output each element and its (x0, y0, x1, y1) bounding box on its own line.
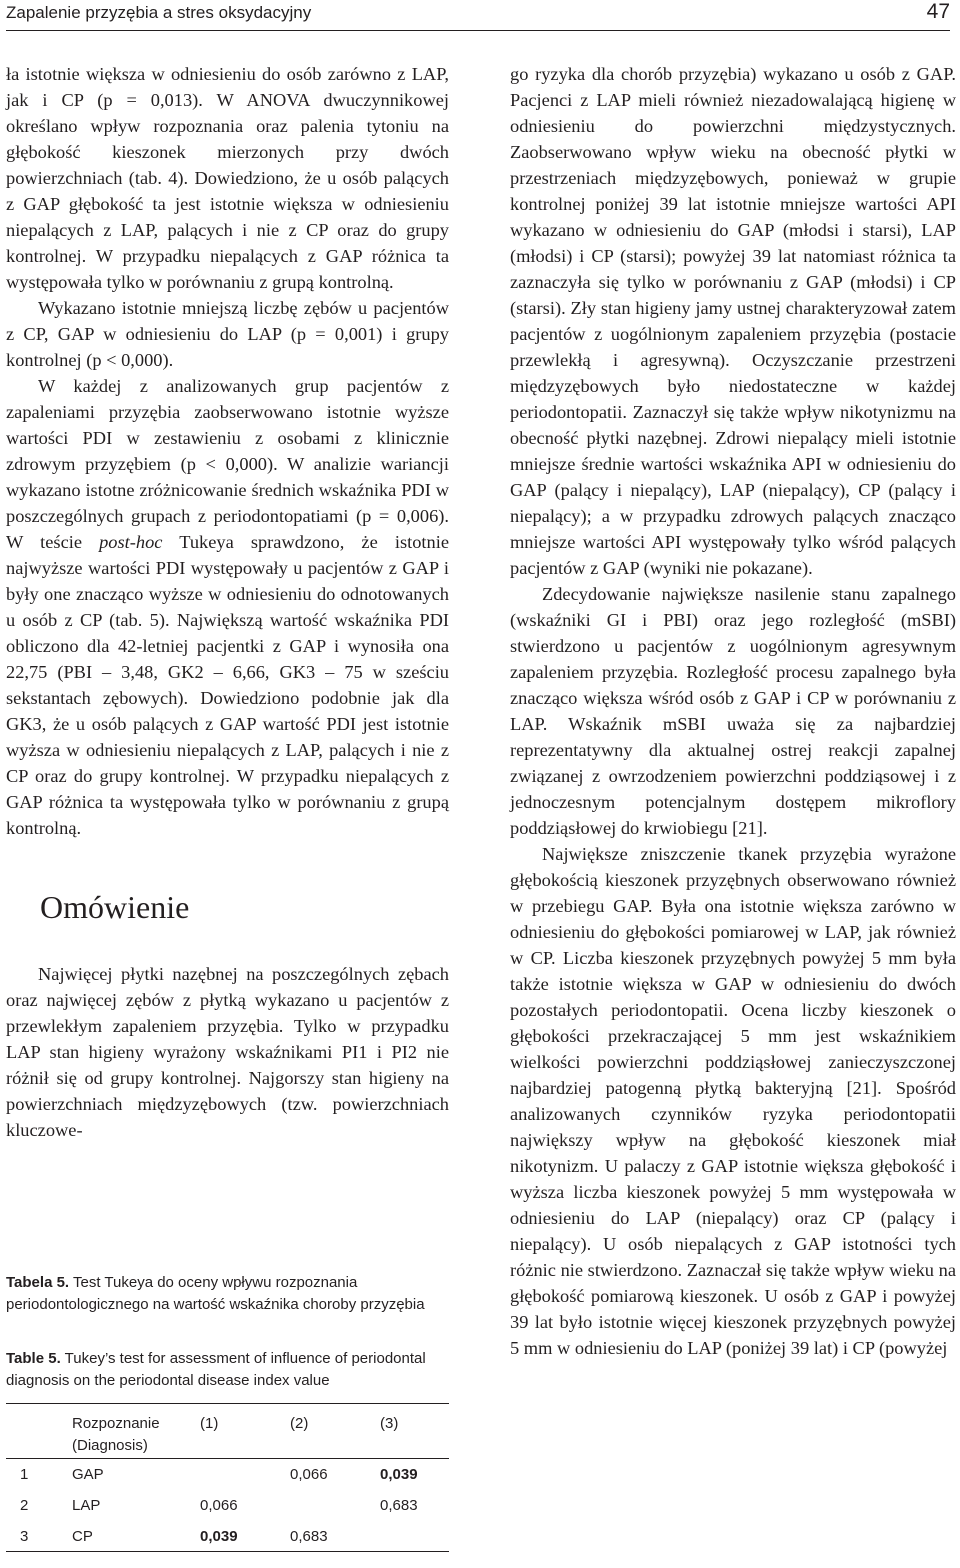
table-row (6, 1521, 449, 1552)
caption-label: Table 5. (6, 1350, 61, 1367)
body-paragraph: Wykazano istotnie mniejszą liczbę zębów u pacjentów z CP, GAP w odniesieniu do LAP (p = 0,001) i grupy kontrolnej (p < 0,000). (6, 298, 449, 370)
cell-value: 0,683 (290, 1527, 328, 1545)
cell-value: 0,066 (290, 1466, 328, 1483)
header-diagnosis-en: (Diagnosis) (72, 1437, 148, 1454)
table-header-row (6, 1404, 449, 1459)
body-paragraph: ła istotnie większa w odniesieniu do osób zarówno z LAP, jak i CP (p = 0,013). W ANOVA dwuczynnikowej określano wpływ rozpoznania oraz palenia tytoniu na głębokość kieszonek mierzonych przy dwóch powierzchniach (tab. 4). Dowiedziono, że u osób palących z GAP głębokość ta jest istotnie większa w odniesieniu niepalących z LAP, palących i nie z CP oraz do grupy kontrolnej. W przypadku niepalących z GAP różnica ta występowała tylko w porównaniu z grupą kontrolną. (6, 64, 449, 292)
row-diagnosis: LAP (72, 1496, 101, 1514)
running-title: Zapalenie przyzębia a stres oksydacyjny (6, 3, 312, 22)
body-paragraph: Największe zniszczenie tkanek przyzębia wyrażone głębokością kieszonek przyzębnych obserwowano również w przebiegu GAP. Była ona istotnie większa zarówno w odniesieniu do głębokości pomiarowej w LAP, jak również w CP. Liczba kieszonek przyzębnych powyżej 5 mm była także istotnie większa w GAP w odniesieniu do dwóch pozostałych periodontopatii. Ocena liczby kieszonek o głębokości przekraczającej 5 mm jest wskaźnikiem wielkości powierzchni poddziąsłowej zanieczyszczonej najbardziej patogenną płytką bakteryjną [21]. Spośród analizowanych czynników ryzyka periodontopatii największy wpływ na głębokość kieszonek miał nikotynizm. U palaczy z GAP istotnie większa głębokość i wyższa liczba kieszonek powyżej 5 mm występowała w odniesieniu do LAP (niepalący) oraz CP (palący i niepalący). U osób niepalących z GAP istotności tych różnic nie stwierdzono. Zaznaczał się także wpływ wieku na głębokość pomiarową kieszonek. U osób z GAP i powyżej 39 lat było istotnie więcej kieszonek przyzębnych powyżej 5 mm w odniesieniu do LAP (poniżej 39 lat) i CP (powyżej (510, 844, 956, 1358)
header-diagnosis-pl: Rozpoznanie (72, 1415, 160, 1432)
row-index: 1 (20, 1466, 29, 1483)
running-header (6, 0, 950, 31)
table-caption-pl (6, 1272, 449, 1316)
cell-value (380, 1521, 449, 1552)
cell-value (290, 1490, 380, 1521)
header-diagnosis (72, 1404, 200, 1459)
header-col2: (2) (290, 1404, 380, 1459)
caption-text: Test Tukeya do oceny wpływu rozpoznania periodontologicznego na wartość wskaźnika choroby przyzębia (6, 1274, 425, 1313)
caption-label: Tabela 5. (6, 1274, 70, 1291)
row-index: 2 (20, 1496, 29, 1514)
cell-value: 0,066 (200, 1496, 238, 1514)
cell-value: 0,683 (380, 1496, 418, 1514)
body-paragraph: Zdecydowanie największe nasilenie stanu zapalnego (wskaźniki GI i PBI) oraz jego rozległość (mSBI) stwierdzono u pacjentów z uogólnionym agresywnym zapaleniem przyzębia. Rozległość procesu zapalnego była znacząco większa wśród osób z GAP i CP w porównaniu z LAP. Wskaźnik mSBI uważa się za najbardziej reprezentatywny dla aktualnej ostrej reakcji zapalnej związanej z owrzodzeniem powierzchni poddziąsowej i z jednoczesnym potencjalnym dostępem mikroflory poddziąsłowej do krwiobiegu [21]. (510, 584, 956, 838)
header-col1: (1) (200, 1404, 290, 1459)
row-index: 3 (20, 1527, 29, 1545)
section-heading: Omówienie (40, 889, 190, 925)
body-paragraph: go ryzyka dla chorób przyzębia) wykazano u osób z GAP. Pacjenci z LAP mieli również niezadowalającą higienę w odniesieniu do powierzchni międzystycznych. Zaobserwowano wpływ wieku na obecność płytki w przestrzeniach międzyzębowych, ponieważ w grupie kontrolnej poniżej 39 lat istotnie mniejsze wartości API wykazano w odniesieniu do GAP (młodsi i starsi), LAP (młodsi) i CP (starsi); powyżej 39 lat natomiast różnica ta zaznaczyła się tylko w porównaniu z GAP (młodsi) i CP (starsi). Zły stan higieny jamy ustnej charakteryzował zatem pacjentów z uogólnionym zapaleniem przyzębia (postacie przewlekłą i agresywną). Oczyszczanie przestrzeni międzyzębowych było niedostateczne w każdej periodontopatii. Zaznaczył się także wpływ nikotynizmu na obecność płytki nazębnej. Zdrowi niepalący mieli istotnie mniejsze średnie wartości wskaźnika API w odniesieniu do GAP (palący i niepalący), LAP (niepalący), CP (palący i niepalący); a w przypadku zdrowych palących znacząco mniejsze wartości API występowały tylko wśród palących pacjentów z GAP (wyniki nie pokazane). (510, 64, 956, 578)
right-column (510, 61, 956, 1361)
cell-value-significant: 0,039 (380, 1466, 418, 1483)
cell-value-significant: 0,039 (200, 1527, 238, 1545)
table-row (6, 1490, 449, 1521)
table-caption-en (6, 1348, 449, 1392)
row-diagnosis: CP (72, 1527, 93, 1545)
page-number: 47 (926, 0, 950, 23)
paragraph-text: Tukeya sprawdzono, że istotnie najwyższe wartości PDI występowały u pacjentów z GAP i były one znacząco wyższe w odniesieniu do odnotowanych u osób z CP (tab. 5). Największą wartość wskaźnika PDI obliczono dla 42-letniej pacjentki z GAP i wynosiła ona 22,75 (PBI – 3,48, GK2 – 6,66, GK3 – 75 w sześciu sekstantach zębowych). Dowiedziono podobnie jak dla GK3, że u osób palących z GAP wartość PDI jest istotnie wyższa w odniesieniu niepalących z LAP, palących i nie z CP oraz do grupy kontrolnej. W przypadku niepalących z GAP różnica ta występowała tylko w porównaniu z grupą kontrolną. (6, 532, 449, 838)
cell-value (200, 1459, 290, 1490)
italic-term: post-hoc (99, 532, 163, 552)
header-col3: (3) (380, 1404, 449, 1459)
table-row (6, 1459, 449, 1490)
left-column (6, 61, 449, 1143)
caption-text: Tukey’s test for assessment of influence of periodontal diagnosis on the periodontal disease index value (6, 1350, 426, 1389)
header-index (6, 1404, 72, 1459)
body-paragraph: Najwięcej płytki nazębnej na poszczególnych zębach oraz najwięcej zębów z płytką wykazano u pacjentów z przewlekłym zapaleniem przyzębia. Tylko w przypadku LAP stan higieny wyrażony wskaźnikami PI1 i PI2 nie różnił się od grupy kontrolnej. Najgorszy stan higieny na powierzchniach międzyzębowych (tzw. powierzchniach kluczowe- (6, 964, 449, 1140)
body-paragraph (6, 373, 449, 841)
tukey-table (6, 1403, 449, 1552)
paragraph-text: W każdej z analizowanych grup pacjentów z zapaleniami przyzębia zaobserwowano istotnie wyższe wartości PDI w zestawieniu z osobami z klinicznie zdrowym przyzębiem (p < 0,000). W analizie wariancji wykazano istotne zróżnicowanie średnich wskaźnika PDI w poszczególnych grupach z periodontopatiami (p = 0,006). W teście (6, 376, 449, 552)
row-diagnosis: GAP (72, 1466, 104, 1483)
